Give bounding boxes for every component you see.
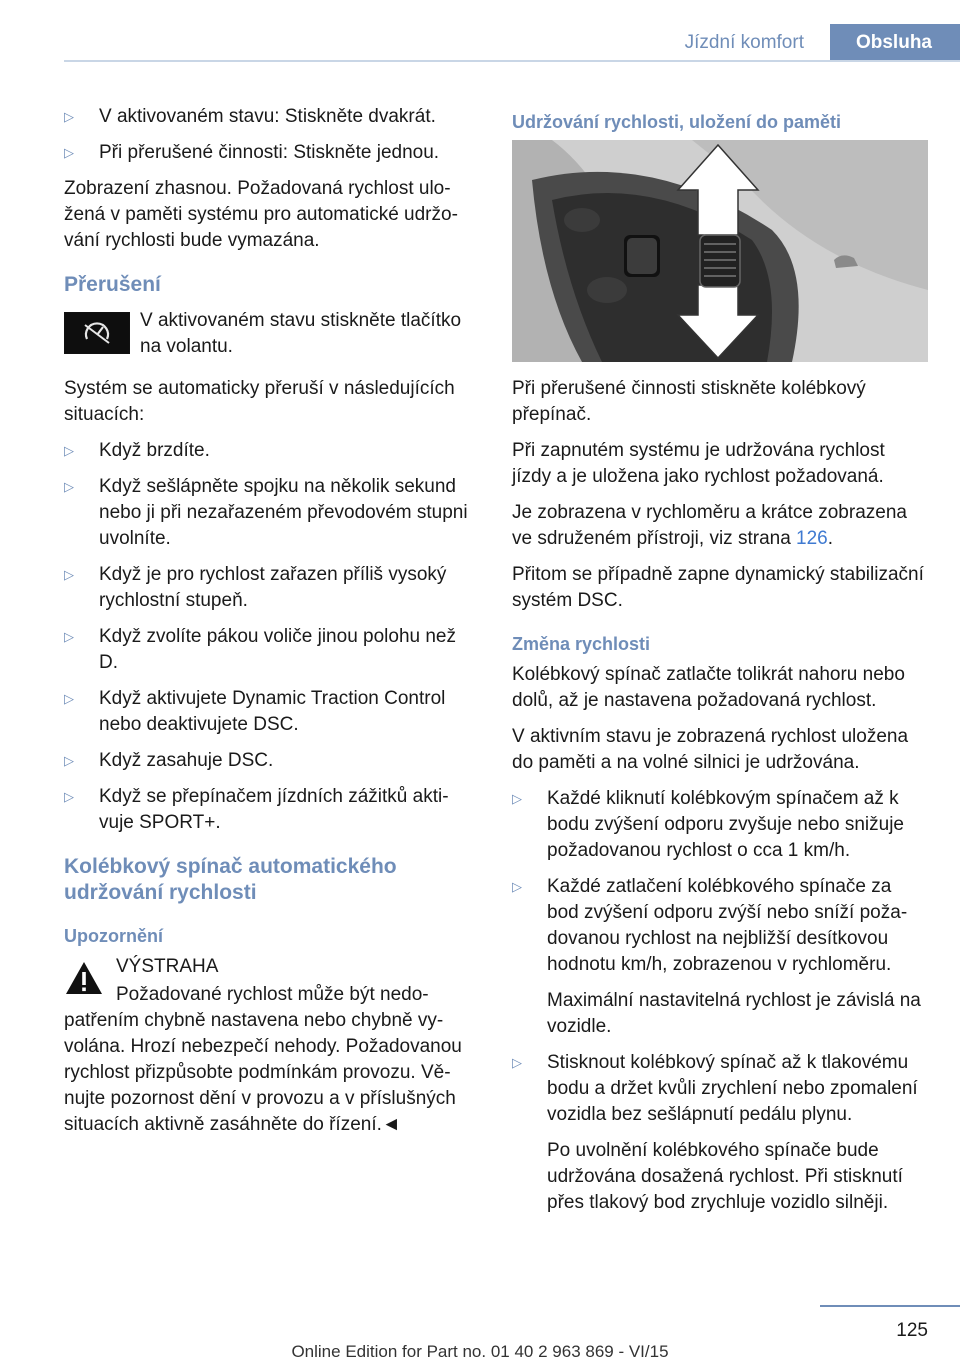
paragraph: Systém se automaticky přeruší v následujících situacích:	[64, 378, 455, 425]
triangle-bullet-icon: ▷	[64, 145, 74, 160]
right-column	[512, 104, 928, 1226]
interrupt-text: V aktivovaném stavu stiskněte tlačítko na volantu.	[140, 310, 462, 357]
triangle-bullet-icon: ▷	[512, 1055, 522, 1070]
interrupt-row	[64, 308, 476, 360]
header-rule	[64, 60, 960, 62]
page-header	[659, 24, 960, 62]
triangle-bullet-icon: ▷	[512, 791, 522, 806]
list-item: ▷ Když je pro rychlost zařazen příliš vysoký rychlostní stupeň.	[64, 564, 447, 611]
triangle-bullet-icon: ▷	[512, 879, 522, 894]
left-column	[64, 104, 476, 1138]
edition-footer: Online Edition for Part no. 01 40 2 963 869 - VI/15	[291, 1342, 669, 1361]
bullet-list-change	[512, 786, 928, 1216]
paragraph: Při zapnutém systému je udržována rychlost jízdy a je uložena jako rychlost požadovaná.	[512, 440, 885, 487]
heading-notice: Upozornění	[64, 926, 163, 946]
triangle-bullet-icon: ▷	[64, 753, 74, 768]
list-item: ▷ Každé kliknutí kolébkovým spínačem až k bodu zvýšení odporu zvyšuje nebo snižuje požadovanou rychlost o cca 1 km/h.	[512, 788, 905, 861]
bullet-list-auto	[64, 438, 476, 836]
warning-text: Požadované rychlost může být nedopatřením chybně nastavena nebo chybně vyvolána. Hrozí nebezpečí nehody. Požadovanou rychlost přizpůsobte podmínkám provozu. Věnujte pozornost dění v provozu a v příslušných situacích aktivně zasáhněte do řízení.◄	[64, 984, 462, 1135]
heading-change-speed: Změna rychlosti	[512, 634, 651, 654]
list-item: ▷ Když sešlápněte spojku na několik sekund nebo ji při nezařazeném převodovém stupni uvolníte.	[64, 476, 468, 549]
heading-rocker-switch: Kolébkový spínač automatického udržování rychlosti	[64, 855, 397, 904]
list-item: ▷ Když zasahuje DSC.	[64, 748, 476, 774]
paragraph: V aktivním stavu je zobrazená rychlost uložena do paměti a na volné silnici je udržována.	[512, 726, 909, 773]
heading-interrupt: Přerušení	[64, 273, 161, 296]
list-item: ▷ Když zvolíte pákou voliče jinou polohu než D.	[64, 626, 457, 673]
bullet-list-top	[64, 104, 476, 166]
footer-rule	[820, 1305, 960, 1307]
list-item: ▷ Stisknout kolébkový spínač až k tlakovému bodu a držet kvůli zrychlení nebo zpomalení vozidla bez sešlápnutí pedálu plynu. Po uvolnění kolébkového spínače bude udržována dosažená rychlost. Při stisknutí přes tlakový bod zrychluje vozidlo silněji.	[512, 1050, 928, 1216]
warning-triangle-icon	[64, 960, 104, 996]
triangle-bullet-icon: ▷	[64, 567, 74, 582]
cruise-control-button-icon	[64, 312, 130, 354]
list-item: ▷ Když se přepínačem jízdních zážitků aktivuje SPORT+.	[64, 786, 449, 833]
page-reference-link[interactable]: 126	[796, 528, 828, 549]
page-number: 125	[896, 1320, 928, 1341]
list-item: ▷ Každé zatlačení kolébkového spínače za bod zvýšení odporu zvýší nebo sníží požadovanou rychlost na nejbližší desítkovou hodnotu km/h, zobrazenou v rychloměru. Maximální nastavitelná rychlost je závislá na vozidle.	[512, 874, 928, 1040]
heading-maintain-speed: Udržování rychlosti, uložení do paměti	[512, 112, 842, 132]
header-chapter: Obsluha	[830, 24, 960, 62]
triangle-bullet-icon: ▷	[64, 479, 74, 494]
paragraph: Při přerušené činnosti stiskněte kolébkový přepínač.	[512, 378, 866, 425]
list-item-note: Po uvolnění kolébkového spínače bude udržována dosažená rychlost. Při stisknutí přes tlakový bod zrychluje vozidlo silněji.	[547, 1140, 903, 1213]
paragraph: Zobrazení zhasnou. Požadovaná rychlost uložená v paměti systému pro automatické udržování rychlosti bude vymazána.	[64, 178, 458, 251]
triangle-bullet-icon: ▷	[64, 443, 74, 458]
list-item-note: Maximální nastavitelná rychlost je závislá na vozidle.	[547, 990, 921, 1037]
triangle-bullet-icon: ▷	[64, 691, 74, 706]
paragraph: Je zobrazena v rychloměru a krátce zobrazena ve sdruženém přístroji, viz strana 126.	[512, 502, 907, 549]
paragraph: Přitom se případně zapne dynamický stabilizační systém DSC.	[512, 564, 924, 611]
paragraph: Kolébkový spínač zatlačte tolikrát nahoru nebo dolů, až je nastavena požadovaná rychlost.	[512, 664, 905, 711]
list-item: ▷ Když brzdíte.	[64, 438, 476, 464]
triangle-bullet-icon: ▷	[64, 629, 74, 644]
triangle-bullet-icon: ▷	[64, 109, 74, 124]
list-item: ▷ V aktivovaném stavu: Stiskněte dvakrát.	[64, 104, 476, 130]
list-item: ▷ Při přerušené činnosti: Stiskněte jednou.	[64, 140, 476, 166]
triangle-bullet-icon: ▷	[64, 789, 74, 804]
warning-title: VÝSTRAHA	[116, 956, 219, 977]
header-section: Jízdní komfort	[684, 32, 804, 53]
warning-block	[64, 954, 476, 1138]
steering-wheel-rocker-photo	[512, 140, 928, 362]
list-item: ▷ Když aktivujete Dynamic Traction Control nebo deaktivujete DSC.	[64, 688, 446, 735]
